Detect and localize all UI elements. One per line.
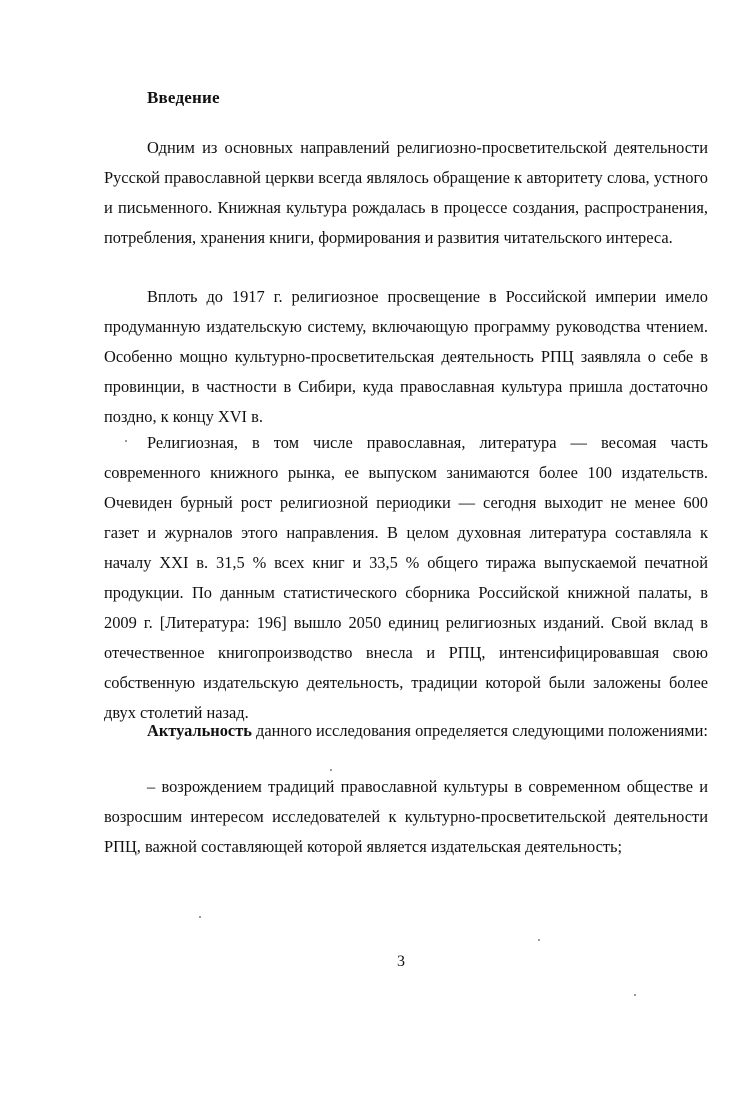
scan-speck bbox=[199, 916, 201, 918]
scan-speck bbox=[634, 994, 636, 996]
scan-speck bbox=[538, 939, 540, 941]
section-heading: Введение bbox=[147, 88, 220, 107]
paragraph-point-1: – возрождением традиций православной культуры в современном обществе и возросшим интересом исследователей к культурно-просветительской деятельности РПЦ, важной составляющей которой является издательская деятельность; bbox=[104, 777, 708, 856]
relevance-term: Актуальность bbox=[147, 721, 252, 740]
scan-speck bbox=[330, 769, 332, 771]
scan-speck bbox=[125, 440, 127, 442]
paragraph-intro: Одним из основных направлений религиозно-просветительской деятельности Русской православной церкви всегда являлось обращение к авторитету слова, устного и письменного. Книжная культура рождалась в процессе создания, распространения, потребления, хранения книги, формирования и развития читательского интереса. bbox=[104, 138, 708, 247]
paragraph-relevance bbox=[104, 716, 708, 746]
paragraph-history: Вплоть до 1917 г. религиозное просвещение в Российской империи имело продуманную издательскую систему, включающую программу руководства чтением. Особенно мощно культурно-просветительская деятельность РПЦ заявляла о себе в провинции, в частности в Сибири, куда православная культура пришла достаточно поздно, к концу XVI в. bbox=[104, 287, 708, 426]
relevance-text: данного исследования определяется следующими положениями: bbox=[251, 721, 708, 740]
page-number: 3 bbox=[397, 953, 405, 970]
paragraph-market: Религиозная, в том числе православная, литература — весомая часть современного книжного рынка, ее выпуском занимаются более 100 издательств. Очевиден бурный рост религиозной периодики — сегодня выходит не менее 600 газет и журналов этого направления. В целом духовная литература составляла к началу XXI в. 31,5 % всех книг и 33,5 % общего тиража выпускаемой печатной продукции. По данным статистического сборника Российской книжной палаты, в 2009 г. [Литература: 196] вышло 2050 единиц религиозных изданий. Свой вклад в отечественное книгопроизводство внесла и РПЦ, интенсифицировавшая свою собственную издательскую деятельность, традиции которой были заложены более двух столетий назад. bbox=[104, 433, 708, 722]
